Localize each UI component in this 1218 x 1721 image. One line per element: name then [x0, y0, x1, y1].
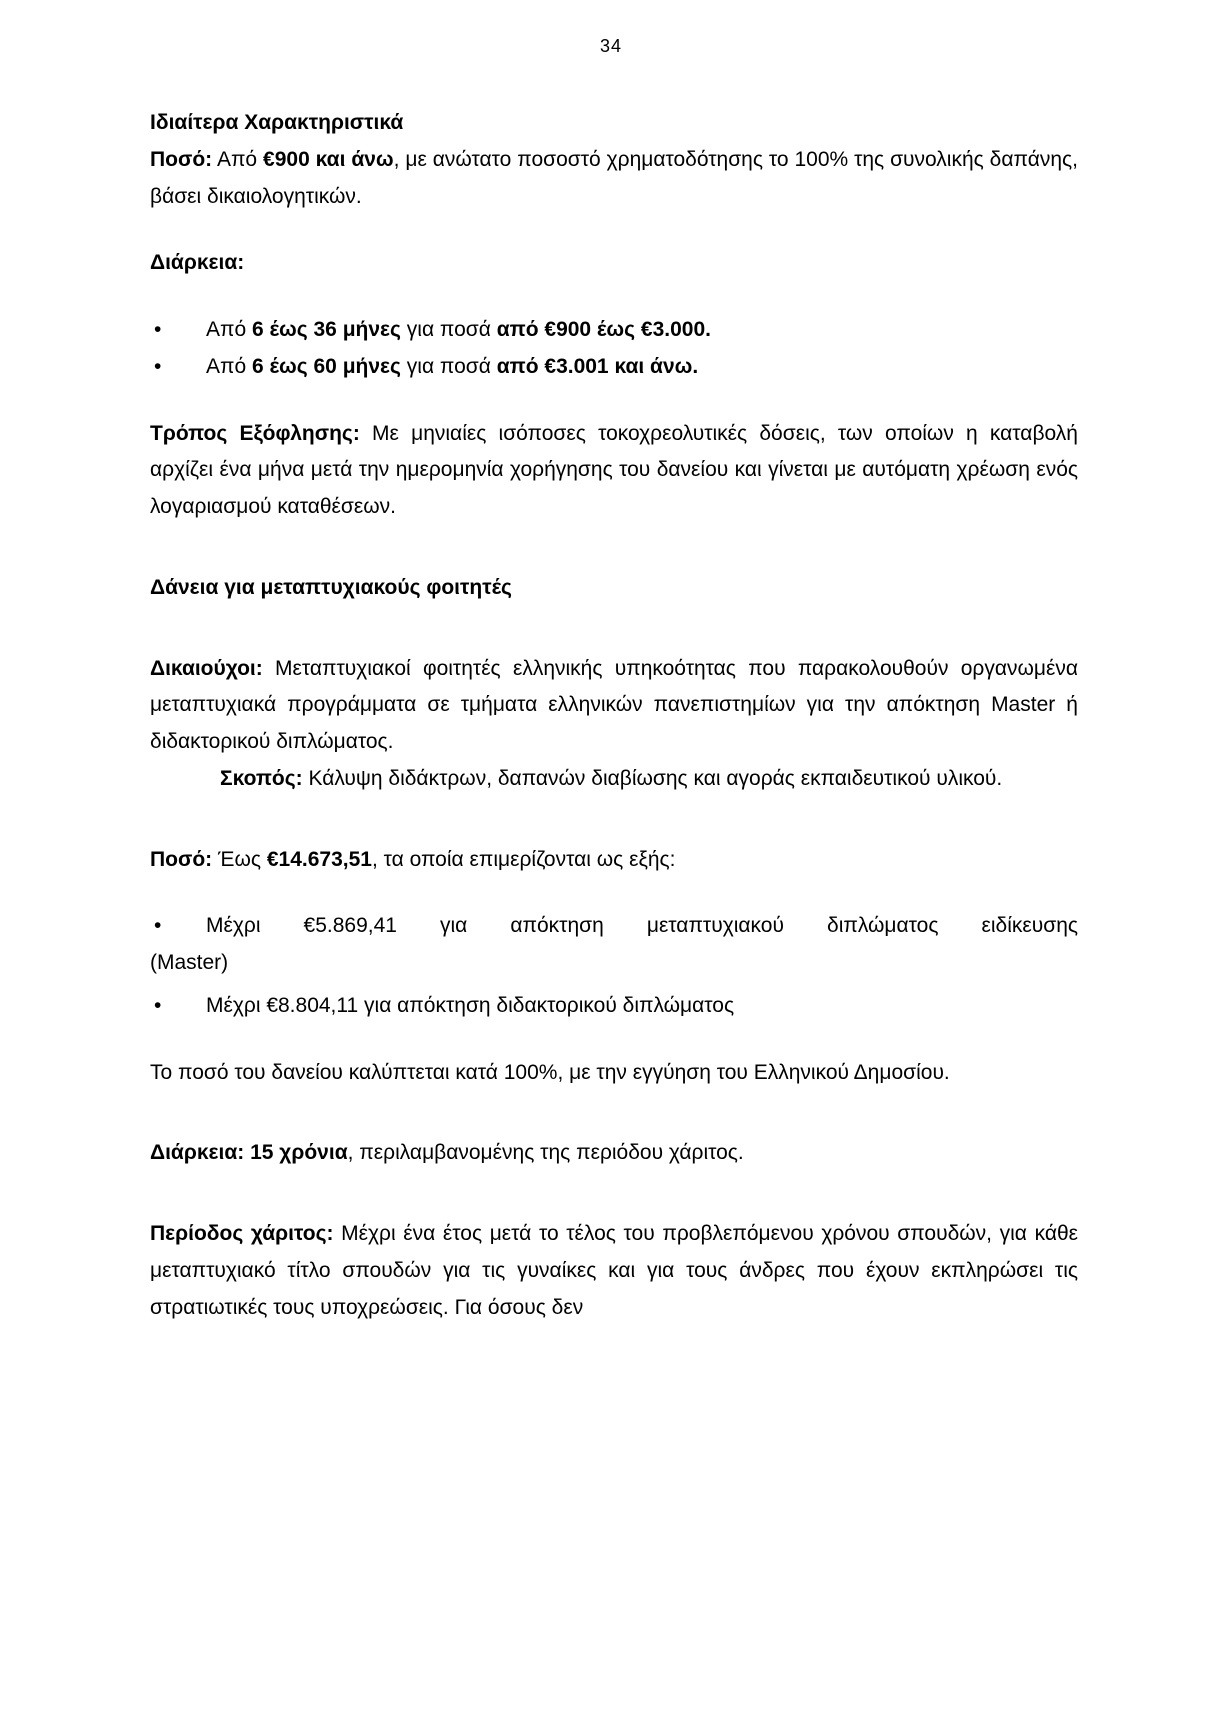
bullet-icon: •	[154, 354, 162, 378]
grace-label: Περίοδος χάριτος:	[150, 1222, 334, 1245]
postgrad-duration-label: Διάρκεια:	[150, 1141, 245, 1165]
beneficiaries-label: Δικαιούχοι:	[150, 656, 263, 680]
bullet-icon: •	[154, 318, 162, 341]
list-item: • Από 6 έως 36 μήνες για ποσά από €900 έως €3.000.	[150, 312, 1078, 349]
features-heading: Ιδιαίτερα Χαρακτηριστικά	[150, 111, 404, 134]
repayment-label: Τρόπος Εξόφλησης:	[150, 421, 360, 445]
amount-value: €900 και άνω	[263, 147, 394, 171]
postgrad-duration-value: 15 χρόνια	[244, 1141, 348, 1165]
postgrad-duration-paragraph	[150, 1135, 1078, 1172]
amount-breakdown-list	[150, 908, 1078, 1024]
repayment-text: Με μηνιαίες ισόποσες τοκοχρεολυτικές δόσεις, των οποίων η καταβολή αρχίζει ένα μήνα μετά την ημερομηνία χορήγησης του δανείου και γίνεται με αυτόματη χρέωση ενός λογαριασμού καταθέσεων.	[150, 421, 1078, 518]
bullet-icon: •	[154, 993, 162, 1017]
purpose-label: Σκοπός:	[220, 766, 303, 790]
postgrad-amount-prefix: Έως	[212, 847, 267, 871]
duration-label: Διάρκεια:	[150, 251, 245, 275]
postgrad-heading: Δάνεια για μεταπτυχιακούς φοιτητές	[150, 575, 512, 599]
postgrad-amount-text: , τα οποία επιμερίζονται ως εξής:	[371, 847, 676, 871]
postgrad-amount-label: Ποσό:	[150, 847, 213, 871]
beneficiaries-text: Μεταπτυχιακοί φοιτητές ελληνικής υπηκοότητας που παρακολουθούν οργανωμένα μεταπτυχιακά προγράμματα σε τμήματα ελληνικών πανεπιστημίων για την απόκτηση Master ή διδακτορικού διπλώματος.	[150, 656, 1078, 753]
beneficiaries-paragraph	[150, 651, 1078, 761]
postgrad-duration-text: , περιλαμβανομένης της περιόδου χάριτος.	[347, 1141, 744, 1165]
list-item: • Μέχρι €5.869,41 για απόκτηση μεταπτυχιακού διπλώματος ειδίκευσης (Master)	[150, 908, 1078, 982]
purpose-paragraph	[150, 761, 1078, 798]
duration-list	[150, 312, 1078, 386]
page-content	[150, 105, 1078, 1326]
coverage-paragraph: Το ποσό του δανείου καλύπτεται κατά 100%, με την εγγύηση του Ελληνικού Δημοσίου.	[150, 1060, 950, 1084]
amount-label: Ποσό:	[150, 147, 213, 171]
list-item: • Από 6 έως 60 μήνες για ποσά από €3.001 και άνω.	[150, 349, 1078, 386]
features-amount-paragraph	[150, 142, 1078, 216]
amount-prefix: Από	[216, 147, 258, 171]
grace-period-paragraph	[150, 1216, 1078, 1326]
grace-text: Μέχρι ένα έτος μετά το τέλος του προβλεπόμενου χρόνου σπουδών, για κάθε μεταπτυχιακό τίτλο σπουδών για τις γυναίκες και για τους άνδρες που έχουν εκπληρώσει τις στρατιωτικές τους υποχρεώσεις. Για όσους δεν	[150, 1222, 1079, 1319]
repayment-paragraph	[150, 416, 1078, 526]
amount-text: , με ανώτατο ποσοστό χρηματοδότησης το 100% της συνολικής δαπάνης, βάσει δικαιολογητικών.	[150, 147, 1078, 208]
bullet-icon: •	[154, 914, 162, 938]
page-number: 34	[600, 36, 623, 56]
purpose-text: Κάλυψη διδάκτρων, δαπανών διαβίωσης και αγοράς εκπαιδευτικού υλικού.	[302, 766, 1003, 790]
postgrad-amount-value: €14.673,51	[266, 847, 372, 871]
list-item: • Μέχρι €8.804,11 για απόκτηση διδακτορικού διπλώματος	[150, 988, 1078, 1025]
postgrad-amount-paragraph	[150, 842, 1078, 879]
